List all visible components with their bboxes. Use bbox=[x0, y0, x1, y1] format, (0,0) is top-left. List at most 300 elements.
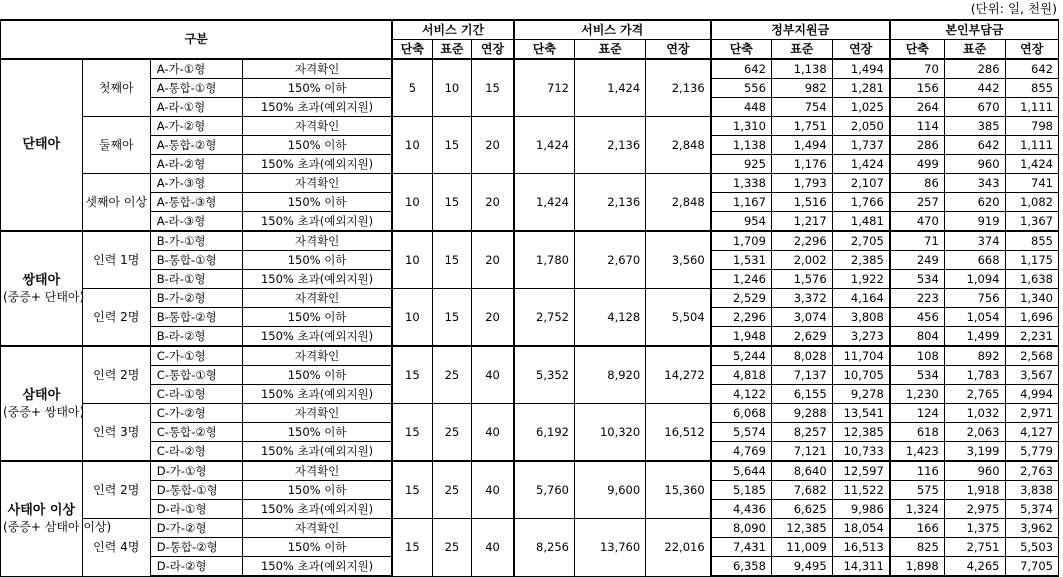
self-value: 534 bbox=[890, 366, 944, 385]
table-body bbox=[1, 59, 1059, 576]
subgroup-label: 인력 2명 bbox=[82, 461, 150, 519]
period-value: 25 bbox=[432, 404, 472, 462]
gov-value: 6,358 bbox=[711, 557, 772, 577]
type-code: A-라-①형 bbox=[150, 98, 242, 117]
period-value: 25 bbox=[432, 519, 472, 577]
period-value: 10 bbox=[392, 289, 432, 347]
section-label bbox=[1, 461, 112, 576]
subgroup-label: 둘째아 bbox=[82, 117, 150, 174]
self-value: 1,367 bbox=[1005, 212, 1058, 232]
type-code: B-라-②형 bbox=[150, 327, 242, 347]
type-code: A-가-③형 bbox=[150, 174, 242, 193]
self-value: 620 bbox=[944, 193, 1005, 212]
type-code: D-가-②형 bbox=[150, 519, 242, 538]
price-value: 2,670 bbox=[574, 231, 645, 289]
gov-value: 8,028 bbox=[771, 346, 832, 366]
gov-value: 1,424 bbox=[832, 155, 890, 174]
gov-value: 4,436 bbox=[711, 500, 772, 519]
subgroup-label: 첫째아 bbox=[82, 59, 150, 117]
subgroup-label: 셋째아 이상 bbox=[82, 174, 150, 232]
period-value: 25 bbox=[432, 461, 472, 519]
type-code: B-라-①형 bbox=[150, 270, 242, 289]
subheader-price-0: 단축 bbox=[514, 40, 575, 60]
gov-value: 556 bbox=[711, 79, 772, 98]
income-condition: 자격확인 bbox=[242, 519, 392, 538]
self-value: 71 bbox=[890, 231, 944, 251]
subgroup-label: 인력 4명 bbox=[82, 519, 150, 577]
price-value: 3,560 bbox=[646, 231, 711, 289]
gov-value: 8,090 bbox=[711, 519, 772, 538]
period-value: 40 bbox=[472, 404, 514, 462]
subgroup-label: 인력 3명 bbox=[82, 404, 150, 462]
gov-value: 2,002 bbox=[771, 251, 832, 270]
section-note: (중증+ 삼태아 이상) bbox=[3, 519, 112, 534]
gov-value: 3,273 bbox=[832, 327, 890, 347]
price-value: 1,424 bbox=[514, 174, 575, 232]
self-value: 1,424 bbox=[1005, 155, 1058, 174]
price-value: 5,760 bbox=[514, 461, 575, 519]
type-code: D-통합-①형 bbox=[150, 481, 242, 500]
self-value: 668 bbox=[944, 251, 1005, 270]
self-value: 1,032 bbox=[944, 404, 1005, 423]
self-value: 124 bbox=[890, 404, 944, 423]
subheader-period-2: 연장 bbox=[472, 40, 514, 60]
period-value: 20 bbox=[472, 289, 514, 347]
section-name: 쌍태아 bbox=[22, 272, 61, 288]
self-value: 3,567 bbox=[1005, 366, 1058, 385]
self-value: 825 bbox=[890, 538, 944, 557]
income-condition: 150% 이하 bbox=[242, 251, 392, 270]
type-code: C-통합-①형 bbox=[150, 366, 242, 385]
type-code: A-라-③형 bbox=[150, 212, 242, 232]
self-value: 1,324 bbox=[890, 500, 944, 519]
type-code: C-라-①형 bbox=[150, 385, 242, 404]
income-condition: 150% 이하 bbox=[242, 366, 392, 385]
self-value: 2,063 bbox=[944, 423, 1005, 442]
gov-value: 4,164 bbox=[832, 289, 890, 308]
period-value: 10 bbox=[392, 231, 432, 289]
price-value: 2,136 bbox=[574, 174, 645, 232]
type-code: B-가-①형 bbox=[150, 231, 242, 251]
income-condition: 150% 이하 bbox=[242, 538, 392, 557]
section-label bbox=[1, 231, 83, 346]
type-code: C-라-②형 bbox=[150, 442, 242, 462]
type-code: A-가-①형 bbox=[150, 59, 242, 79]
period-value: 20 bbox=[472, 117, 514, 174]
self-value: 2,765 bbox=[944, 385, 1005, 404]
period-value: 20 bbox=[472, 231, 514, 289]
period-value: 10 bbox=[392, 174, 432, 232]
gov-value: 4,769 bbox=[711, 442, 772, 462]
self-value: 1,499 bbox=[944, 327, 1005, 347]
gov-value: 6,155 bbox=[771, 385, 832, 404]
price-value: 10,320 bbox=[574, 404, 645, 462]
gov-value: 3,372 bbox=[771, 289, 832, 308]
gov-value: 13,541 bbox=[832, 404, 890, 423]
period-value: 15 bbox=[432, 289, 472, 347]
gov-value: 1,948 bbox=[711, 327, 772, 347]
gov-value: 9,288 bbox=[771, 404, 832, 423]
subgroup-label: 인력 2명 bbox=[82, 346, 150, 404]
price-value: 1,424 bbox=[574, 59, 645, 117]
gov-value: 754 bbox=[771, 98, 832, 117]
header-group-period: 서비스 기간 bbox=[392, 20, 514, 40]
self-value: 892 bbox=[944, 346, 1005, 366]
type-code: B-통합-①형 bbox=[150, 251, 242, 270]
section-name: 사태아 이상 bbox=[7, 502, 75, 518]
self-value: 264 bbox=[890, 98, 944, 117]
self-value: 5,779 bbox=[1005, 442, 1058, 462]
self-value: 116 bbox=[890, 461, 944, 481]
income-condition: 150% 이하 bbox=[242, 308, 392, 327]
header-group-price: 서비스 가격 bbox=[514, 20, 711, 40]
gov-value: 3,808 bbox=[832, 308, 890, 327]
self-value: 855 bbox=[1005, 231, 1058, 251]
period-value: 40 bbox=[472, 519, 514, 577]
price-value: 1,424 bbox=[514, 117, 575, 174]
self-value: 5,374 bbox=[1005, 500, 1058, 519]
self-value: 156 bbox=[890, 79, 944, 98]
self-value: 1,094 bbox=[944, 270, 1005, 289]
gov-value: 7,431 bbox=[711, 538, 772, 557]
gov-value: 12,597 bbox=[832, 461, 890, 481]
self-value: 7,705 bbox=[1005, 557, 1058, 577]
gov-value: 5,185 bbox=[711, 481, 772, 500]
gov-value: 7,137 bbox=[771, 366, 832, 385]
gov-value: 8,257 bbox=[771, 423, 832, 442]
self-value: 343 bbox=[944, 174, 1005, 193]
self-value: 3,199 bbox=[944, 442, 1005, 462]
gov-value: 9,278 bbox=[832, 385, 890, 404]
self-value: 1,638 bbox=[1005, 270, 1058, 289]
self-value: 470 bbox=[890, 212, 944, 232]
gov-value: 7,682 bbox=[771, 481, 832, 500]
gov-value: 1,167 bbox=[711, 193, 772, 212]
gov-value: 11,704 bbox=[832, 346, 890, 366]
type-code: B-통합-②형 bbox=[150, 308, 242, 327]
type-code: A-통합-②형 bbox=[150, 136, 242, 155]
gov-value: 5,644 bbox=[711, 461, 772, 481]
gov-value: 2,296 bbox=[771, 231, 832, 251]
self-value: 2,971 bbox=[1005, 404, 1058, 423]
gov-value: 6,068 bbox=[711, 404, 772, 423]
self-value: 4,994 bbox=[1005, 385, 1058, 404]
gov-value: 1,138 bbox=[711, 136, 772, 155]
table-row bbox=[1, 519, 1059, 538]
self-value: 114 bbox=[890, 117, 944, 136]
gov-value: 7,121 bbox=[771, 442, 832, 462]
price-value: 16,512 bbox=[646, 404, 711, 462]
table-row bbox=[1, 174, 1059, 193]
gov-value: 1,516 bbox=[771, 193, 832, 212]
gov-value: 9,986 bbox=[832, 500, 890, 519]
period-value: 10 bbox=[392, 117, 432, 174]
gov-value: 12,385 bbox=[771, 519, 832, 538]
type-code: A-통합-①형 bbox=[150, 79, 242, 98]
self-value: 1,783 bbox=[944, 366, 1005, 385]
price-value: 8,920 bbox=[574, 346, 645, 404]
income-condition: 자격확인 bbox=[242, 59, 392, 79]
self-value: 166 bbox=[890, 519, 944, 538]
type-code: C-통합-②형 bbox=[150, 423, 242, 442]
self-value: 1,175 bbox=[1005, 251, 1058, 270]
price-value: 4,128 bbox=[574, 289, 645, 347]
income-condition: 자격확인 bbox=[242, 231, 392, 251]
gov-value: 14,311 bbox=[832, 557, 890, 577]
type-code: A-라-②형 bbox=[150, 155, 242, 174]
self-value: 286 bbox=[890, 136, 944, 155]
self-value: 385 bbox=[944, 117, 1005, 136]
price-value: 15,360 bbox=[646, 461, 711, 519]
gov-value: 1,494 bbox=[771, 136, 832, 155]
gov-value: 4,122 bbox=[711, 385, 772, 404]
income-condition: 150% 초과(예외지원) bbox=[242, 98, 392, 117]
gov-value: 9,495 bbox=[771, 557, 832, 577]
period-value: 5 bbox=[392, 59, 432, 117]
period-value: 15 bbox=[392, 404, 432, 462]
self-value: 855 bbox=[1005, 79, 1058, 98]
self-value: 2,763 bbox=[1005, 461, 1058, 481]
period-value: 20 bbox=[472, 174, 514, 232]
subheader-period-1: 표준 bbox=[432, 40, 472, 60]
gov-value: 1,217 bbox=[771, 212, 832, 232]
gov-value: 2,050 bbox=[832, 117, 890, 136]
type-code: B-가-②형 bbox=[150, 289, 242, 308]
self-value: 70 bbox=[890, 59, 944, 79]
gov-value: 12,385 bbox=[832, 423, 890, 442]
gov-value: 1,793 bbox=[771, 174, 832, 193]
subheader-self-0: 단축 bbox=[890, 40, 944, 60]
subheader-gov-0: 단축 bbox=[711, 40, 772, 60]
self-value: 2,975 bbox=[944, 500, 1005, 519]
gov-value: 642 bbox=[711, 59, 772, 79]
self-value: 2,231 bbox=[1005, 327, 1058, 347]
table-row bbox=[1, 117, 1059, 136]
type-code: C-가-①형 bbox=[150, 346, 242, 366]
self-value: 919 bbox=[944, 212, 1005, 232]
self-value: 1,340 bbox=[1005, 289, 1058, 308]
self-value: 257 bbox=[890, 193, 944, 212]
period-value: 15 bbox=[392, 461, 432, 519]
income-condition: 자격확인 bbox=[242, 346, 392, 366]
table-row bbox=[1, 289, 1059, 308]
gov-value: 1,751 bbox=[771, 117, 832, 136]
self-value: 223 bbox=[890, 289, 944, 308]
type-code: A-가-②형 bbox=[150, 117, 242, 136]
table-row bbox=[1, 346, 1059, 366]
section-label bbox=[1, 59, 83, 231]
gov-value: 2,705 bbox=[832, 231, 890, 251]
section-name: 단태아 bbox=[22, 137, 61, 152]
gov-value: 4,818 bbox=[711, 366, 772, 385]
price-value: 2,136 bbox=[646, 59, 711, 117]
price-value: 6,192 bbox=[514, 404, 575, 462]
self-value: 286 bbox=[944, 59, 1005, 79]
self-value: 1,423 bbox=[890, 442, 944, 462]
gov-value: 1,766 bbox=[832, 193, 890, 212]
income-condition: 150% 이하 bbox=[242, 193, 392, 212]
gov-value: 1,281 bbox=[832, 79, 890, 98]
income-condition: 150% 이하 bbox=[242, 481, 392, 500]
price-value: 8,256 bbox=[514, 519, 575, 577]
price-value: 712 bbox=[514, 59, 575, 117]
price-value: 13,760 bbox=[574, 519, 645, 577]
self-value: 618 bbox=[890, 423, 944, 442]
gov-value: 1,576 bbox=[771, 270, 832, 289]
self-value: 1,898 bbox=[890, 557, 944, 577]
gov-value: 2,296 bbox=[711, 308, 772, 327]
income-condition: 150% 초과(예외지원) bbox=[242, 557, 392, 577]
income-condition: 150% 초과(예외지원) bbox=[242, 212, 392, 232]
self-value: 1,375 bbox=[944, 519, 1005, 538]
gov-value: 10,733 bbox=[832, 442, 890, 462]
header-category: 구분 bbox=[1, 20, 393, 59]
gov-value: 1,025 bbox=[832, 98, 890, 117]
income-condition: 자격확인 bbox=[242, 404, 392, 423]
subheader-period-0: 단축 bbox=[392, 40, 432, 60]
table-row bbox=[1, 59, 1059, 79]
gov-value: 1,176 bbox=[771, 155, 832, 174]
self-value: 756 bbox=[944, 289, 1005, 308]
unit-note: (단위: 일, 천원) bbox=[970, 1, 1057, 16]
income-condition: 150% 초과(예외지원) bbox=[242, 385, 392, 404]
self-value: 1,918 bbox=[944, 481, 1005, 500]
gov-value: 6,625 bbox=[771, 500, 832, 519]
self-value: 456 bbox=[890, 308, 944, 327]
income-condition: 150% 초과(예외지원) bbox=[242, 442, 392, 462]
header-group-self: 본인부담금 bbox=[890, 20, 1059, 40]
table-row bbox=[1, 461, 1059, 481]
section-name: 삼태아 bbox=[22, 387, 61, 403]
section-note: (중증+ 쌍태아) bbox=[3, 404, 85, 419]
price-value: 2,848 bbox=[646, 117, 711, 174]
type-code: C-가-②형 bbox=[150, 404, 242, 423]
gov-value: 8,640 bbox=[771, 461, 832, 481]
gov-value: 1,338 bbox=[711, 174, 772, 193]
section-label bbox=[1, 346, 83, 461]
subheader-self-2: 연장 bbox=[1005, 40, 1058, 60]
gov-value: 954 bbox=[711, 212, 772, 232]
type-code: A-통합-③형 bbox=[150, 193, 242, 212]
gov-value: 11,522 bbox=[832, 481, 890, 500]
price-value: 9,600 bbox=[574, 461, 645, 519]
subgroup-label: 인력 1명 bbox=[82, 231, 150, 289]
self-value: 5,503 bbox=[1005, 538, 1058, 557]
gov-value: 2,107 bbox=[832, 174, 890, 193]
self-value: 642 bbox=[1005, 59, 1058, 79]
price-value: 5,504 bbox=[646, 289, 711, 347]
gov-value: 5,574 bbox=[711, 423, 772, 442]
gov-value: 5,244 bbox=[711, 346, 772, 366]
subheader-price-1: 표준 bbox=[574, 40, 645, 60]
self-value: 499 bbox=[890, 155, 944, 174]
self-value: 1,054 bbox=[944, 308, 1005, 327]
gov-value: 18,054 bbox=[832, 519, 890, 538]
self-value: 374 bbox=[944, 231, 1005, 251]
gov-value: 1,246 bbox=[711, 270, 772, 289]
income-condition: 150% 초과(예외지원) bbox=[242, 270, 392, 289]
gov-value: 1,138 bbox=[771, 59, 832, 79]
self-value: 804 bbox=[890, 327, 944, 347]
self-value: 3,838 bbox=[1005, 481, 1058, 500]
income-condition: 자격확인 bbox=[242, 117, 392, 136]
subgroup-label: 인력 2명 bbox=[82, 289, 150, 347]
table-header bbox=[1, 20, 1059, 59]
self-value: 1,082 bbox=[1005, 193, 1058, 212]
period-value: 25 bbox=[432, 346, 472, 404]
gov-value: 11,009 bbox=[771, 538, 832, 557]
gov-value: 1,709 bbox=[711, 231, 772, 251]
gov-value: 3,074 bbox=[771, 308, 832, 327]
self-value: 534 bbox=[890, 270, 944, 289]
income-condition: 자격확인 bbox=[242, 174, 392, 193]
price-value: 1,780 bbox=[514, 231, 575, 289]
period-value: 15 bbox=[432, 117, 472, 174]
price-value: 14,272 bbox=[646, 346, 711, 404]
gov-value: 1,481 bbox=[832, 212, 890, 232]
subheader-price-2: 연장 bbox=[646, 40, 711, 60]
section-note: (중증+ 단태아) bbox=[3, 289, 85, 304]
self-value: 960 bbox=[944, 155, 1005, 174]
self-value: 1,230 bbox=[890, 385, 944, 404]
self-value: 2,751 bbox=[944, 538, 1005, 557]
period-value: 15 bbox=[472, 59, 514, 117]
income-condition: 150% 이하 bbox=[242, 136, 392, 155]
fee-table bbox=[0, 19, 1059, 577]
income-condition: 자격확인 bbox=[242, 461, 392, 481]
self-value: 2,568 bbox=[1005, 346, 1058, 366]
self-value: 1,111 bbox=[1005, 136, 1058, 155]
table-row bbox=[1, 404, 1059, 423]
period-value: 10 bbox=[432, 59, 472, 117]
price-value: 2,136 bbox=[574, 117, 645, 174]
self-value: 642 bbox=[944, 136, 1005, 155]
income-condition: 150% 초과(예외지원) bbox=[242, 155, 392, 174]
price-value: 2,848 bbox=[646, 174, 711, 232]
gov-value: 1,737 bbox=[832, 136, 890, 155]
gov-value: 2,629 bbox=[771, 327, 832, 347]
type-code: D-라-②형 bbox=[150, 557, 242, 577]
header-group-gov: 정부지원금 bbox=[711, 20, 890, 40]
self-value: 4,127 bbox=[1005, 423, 1058, 442]
self-value: 1,111 bbox=[1005, 98, 1058, 117]
period-value: 15 bbox=[392, 346, 432, 404]
period-value: 15 bbox=[432, 231, 472, 289]
gov-value: 1,922 bbox=[832, 270, 890, 289]
gov-value: 1,531 bbox=[711, 251, 772, 270]
period-value: 40 bbox=[472, 461, 514, 519]
price-value: 22,016 bbox=[646, 519, 711, 577]
period-value: 15 bbox=[392, 519, 432, 577]
income-condition: 150% 이하 bbox=[242, 423, 392, 442]
subheader-gov-1: 표준 bbox=[771, 40, 832, 60]
gov-value: 16,513 bbox=[832, 538, 890, 557]
period-value: 40 bbox=[472, 346, 514, 404]
subheader-gov-2: 연장 bbox=[832, 40, 890, 60]
self-value: 249 bbox=[890, 251, 944, 270]
table-row bbox=[1, 231, 1059, 251]
self-value: 741 bbox=[1005, 174, 1058, 193]
self-value: 3,962 bbox=[1005, 519, 1058, 538]
gov-value: 448 bbox=[711, 98, 772, 117]
period-value: 15 bbox=[432, 174, 472, 232]
gov-value: 2,385 bbox=[832, 251, 890, 270]
gov-value: 1,310 bbox=[711, 117, 772, 136]
gov-value: 925 bbox=[711, 155, 772, 174]
income-condition: 150% 이하 bbox=[242, 79, 392, 98]
gov-value: 10,705 bbox=[832, 366, 890, 385]
price-value: 5,352 bbox=[514, 346, 575, 404]
